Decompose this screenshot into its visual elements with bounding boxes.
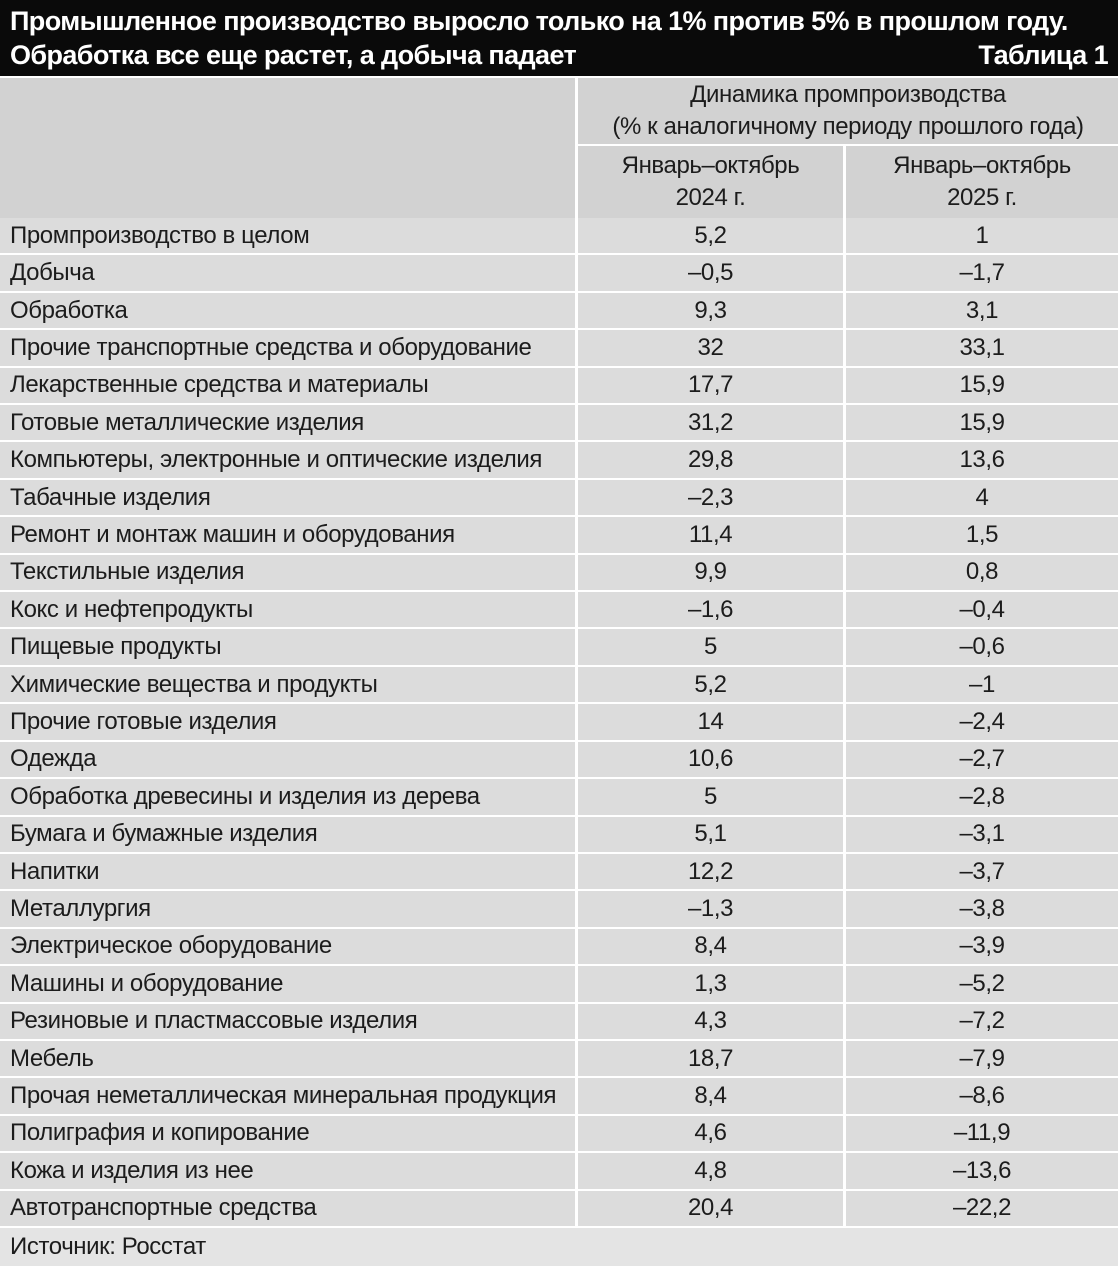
row-label: Полиграфия и копирование: [0, 1116, 578, 1151]
table-row: [0, 555, 1118, 592]
row-label: Обработка: [0, 293, 578, 328]
row-value-2025: –0,4: [846, 592, 1118, 627]
row-value-2025: –13,6: [846, 1153, 1118, 1188]
table-corner-cell: [0, 78, 578, 218]
table-row: [0, 218, 1118, 255]
row-value-2025: –1,7: [846, 255, 1118, 290]
row-value-2024: 9,9: [578, 555, 846, 590]
row-value-2024: 12,2: [578, 854, 846, 889]
row-label: Бумага и бумажные изделия: [0, 817, 578, 852]
row-value-2025: 1: [846, 218, 1118, 253]
row-label: Готовые металлические изделия: [0, 405, 578, 440]
row-label: Напитки: [0, 854, 578, 889]
row-label: Компьютеры, электронные и оптические изделия: [0, 442, 578, 477]
row-value-2024: 9,3: [578, 293, 846, 328]
row-value-2025: 13,6: [846, 442, 1118, 477]
row-value-2024: 20,4: [578, 1191, 846, 1226]
column-header-2025-line2: 2025 г.: [947, 184, 1017, 211]
group-header-cell: [578, 78, 1118, 146]
row-label: Одежда: [0, 742, 578, 777]
row-value-2025: –3,7: [846, 854, 1118, 889]
row-label: Промпроизводство в целом: [0, 218, 578, 253]
row-value-2024: 17,7: [578, 368, 846, 403]
row-value-2024: –2,3: [578, 480, 846, 515]
row-value-2025: –8,6: [846, 1078, 1118, 1113]
column-header-2024: [578, 146, 846, 218]
row-value-2024: 4,8: [578, 1153, 846, 1188]
row-label: Кожа и изделия из нее: [0, 1153, 578, 1188]
table-row: [0, 517, 1118, 554]
row-value-2024: –1,3: [578, 891, 846, 926]
headline-bar: [0, 0, 1118, 76]
row-label: Лекарственные средства и материалы: [0, 368, 578, 403]
table-number-label: Таблица 1: [978, 40, 1108, 70]
row-value-2024: 5: [578, 629, 846, 664]
table-row: [0, 368, 1118, 405]
table-row: [0, 480, 1118, 517]
row-value-2025: –2,8: [846, 779, 1118, 814]
headline-line-2-text: Обработка все еще растет, а добыча падает: [10, 40, 577, 70]
row-label: Резиновые и пластмассовые изделия: [0, 1004, 578, 1039]
row-value-2024: 4,3: [578, 1004, 846, 1039]
row-value-2024: 5,1: [578, 817, 846, 852]
row-value-2024: 10,6: [578, 742, 846, 777]
row-value-2025: 33,1: [846, 330, 1118, 365]
column-header-2025: [846, 146, 1118, 218]
table-header-right: [578, 78, 1118, 218]
row-label: Добыча: [0, 255, 578, 290]
row-label: Мебель: [0, 1041, 578, 1076]
row-value-2024: 4,6: [578, 1116, 846, 1151]
table-row: [0, 1191, 1118, 1228]
row-value-2025: –5,2: [846, 966, 1118, 1001]
table-row: [0, 817, 1118, 854]
row-value-2025: –2,7: [846, 742, 1118, 777]
headline-line-2: [10, 38, 1108, 72]
row-value-2025: –7,2: [846, 1004, 1118, 1039]
headline-line-1: Промышленное производство выросло только на 1% против 5% в прошлом году.: [10, 6, 1068, 36]
row-value-2024: 8,4: [578, 1078, 846, 1113]
row-label: Прочая неметаллическая минеральная продукция: [0, 1078, 578, 1113]
row-value-2024: 14: [578, 704, 846, 739]
column-header-row: [578, 146, 1118, 218]
table-row: [0, 1078, 1118, 1115]
table-row: [0, 704, 1118, 741]
group-header-title: Динамика промпроизводства: [690, 81, 1006, 108]
row-label: Ремонт и монтаж машин и оборудования: [0, 517, 578, 552]
row-value-2025: –22,2: [846, 1191, 1118, 1226]
row-value-2025: –0,6: [846, 629, 1118, 664]
row-value-2024: –1,6: [578, 592, 846, 627]
row-value-2024: 18,7: [578, 1041, 846, 1076]
row-value-2025: 15,9: [846, 405, 1118, 440]
group-header-subtitle: (% к аналогичному периоду прошлого года): [612, 113, 1084, 140]
table-row: [0, 405, 1118, 442]
source-note: Источник: Росстат: [0, 1228, 1118, 1266]
row-label: Металлургия: [0, 891, 578, 926]
row-value-2025: 0,8: [846, 555, 1118, 590]
table-row: [0, 629, 1118, 666]
row-value-2025: 1,5: [846, 517, 1118, 552]
row-value-2025: –3,9: [846, 929, 1118, 964]
row-label: Химические вещества и продукты: [0, 667, 578, 702]
row-label: Электрическое оборудование: [0, 929, 578, 964]
table-row: [0, 1004, 1118, 1041]
row-value-2024: 32: [578, 330, 846, 365]
row-value-2024: 8,4: [578, 929, 846, 964]
row-value-2024: 31,2: [578, 405, 846, 440]
column-header-2024-line1: Январь–октябрь: [621, 152, 800, 179]
table-row: [0, 592, 1118, 629]
table-header: [0, 78, 1118, 218]
table-row: [0, 1041, 1118, 1078]
row-label: Машины и оборудование: [0, 966, 578, 1001]
table-row: [0, 966, 1118, 1003]
row-value-2025: 15,9: [846, 368, 1118, 403]
table-row: [0, 779, 1118, 816]
row-value-2025: –3,1: [846, 817, 1118, 852]
table-row: [0, 854, 1118, 891]
row-value-2024: 5: [578, 779, 846, 814]
row-value-2025: –7,9: [846, 1041, 1118, 1076]
row-label: Кокс и нефтепродукты: [0, 592, 578, 627]
table-row: [0, 255, 1118, 292]
table-row: [0, 1116, 1118, 1153]
row-label: Пищевые продукты: [0, 629, 578, 664]
table-row: [0, 330, 1118, 367]
row-label: Обработка древесины и изделия из дерева: [0, 779, 578, 814]
row-value-2025: 4: [846, 480, 1118, 515]
row-value-2024: 5,2: [578, 667, 846, 702]
row-value-2024: –0,5: [578, 255, 846, 290]
row-label: Прочие транспортные средства и оборудование: [0, 330, 578, 365]
table-body: [0, 218, 1118, 1228]
row-value-2024: 11,4: [578, 517, 846, 552]
table-row: [0, 667, 1118, 704]
table-row: [0, 1153, 1118, 1190]
row-value-2024: 1,3: [578, 966, 846, 1001]
row-label: Табачные изделия: [0, 480, 578, 515]
table-row: [0, 442, 1118, 479]
table-row: [0, 742, 1118, 779]
row-value-2025: –11,9: [846, 1116, 1118, 1151]
column-header-2024-line2: 2024 г.: [675, 184, 746, 211]
table-row: [0, 929, 1118, 966]
row-value-2025: –1: [846, 667, 1118, 702]
row-value-2024: 5,2: [578, 218, 846, 253]
row-label: Автотранспортные средства: [0, 1191, 578, 1226]
row-label: Прочие готовые изделия: [0, 704, 578, 739]
row-value-2025: 3,1: [846, 293, 1118, 328]
table-row: [0, 891, 1118, 928]
row-label: Текстильные изделия: [0, 555, 578, 590]
row-value-2024: 29,8: [578, 442, 846, 477]
row-value-2025: –3,8: [846, 891, 1118, 926]
row-value-2025: –2,4: [846, 704, 1118, 739]
column-header-2025-line1: Январь–октябрь: [893, 152, 1071, 179]
table-row: [0, 293, 1118, 330]
